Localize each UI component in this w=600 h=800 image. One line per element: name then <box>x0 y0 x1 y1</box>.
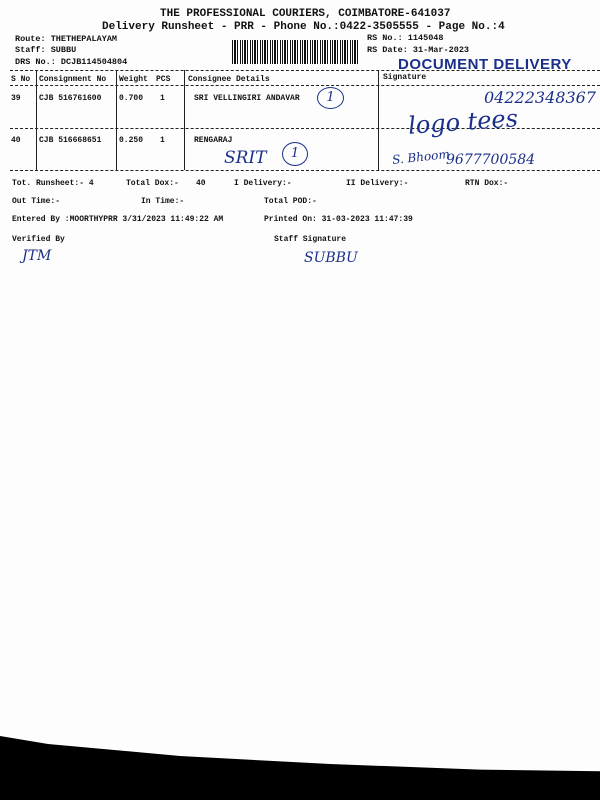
col-divider <box>378 70 379 170</box>
in-time: In Time:- <box>141 197 185 206</box>
row1-pcs: 1 <box>160 94 165 103</box>
entered-by: Entered By :MOORTHYPRR 3/31/2023 11:49:22 AM <box>12 215 224 224</box>
table-top-rule <box>10 70 600 71</box>
total-dox-value: 40 <box>196 179 206 188</box>
verified-by-label: Verified By <box>12 235 65 244</box>
col-header-weight: Weight <box>119 75 148 84</box>
runsheet-subtitle: Delivery Runsheet - PRR - Phone No.:0422-3505555 - Page No.:4 <box>102 21 505 33</box>
total-dox-label: Total Dox:- <box>126 179 179 188</box>
row1-circled-count: 1 <box>317 87 344 109</box>
col-header-consignment: Consignment No <box>39 75 107 84</box>
row2-sno: 40 <box>11 136 21 145</box>
col-divider <box>36 70 37 170</box>
company-title: THE PROFESSIONAL COURIERS, COIMBATORE-641037 <box>160 8 451 20</box>
rs-number: RS No.: 1145048 <box>367 33 444 43</box>
row2-handwritten-phone: 9677700584 <box>446 152 536 168</box>
col-header-signature: Signature <box>383 73 427 82</box>
i-delivery: I Delivery:- <box>234 179 292 188</box>
ii-delivery: II Delivery:- <box>346 179 409 188</box>
row1-sno: 39 <box>11 94 21 103</box>
document-delivery-stamp: DOCUMENT DELIVERY <box>398 56 572 73</box>
drs-number: DRS No.: DCJB114504804 <box>15 57 128 67</box>
staff-signature-handwritten: SUBBU <box>304 250 358 266</box>
row1-weight: 0.700 <box>119 94 144 103</box>
row1-consignment: CJB 516761600 <box>39 94 102 103</box>
row2-handwritten-name: SRIT <box>224 148 267 168</box>
row2-circled-count: 1 <box>282 142 308 166</box>
out-time: Out Time:- <box>12 197 61 206</box>
row1-signature: logo tees <box>407 104 519 140</box>
row2-weight: 0.250 <box>119 136 144 145</box>
table-header-rule <box>10 85 600 86</box>
verified-by-signature: JTM <box>22 248 52 264</box>
col-header-sno: S No <box>11 75 31 84</box>
row2-consignee: RENGARAJ <box>194 136 233 145</box>
col-divider <box>184 70 185 170</box>
rs-date: RS Date: 31-Mar-2023 <box>367 45 470 55</box>
table-bottom-rule <box>10 170 600 171</box>
col-divider <box>116 70 117 170</box>
row1-consignee: SRI VELLINGIRI ANDAVAR <box>194 94 300 103</box>
tot-runsheet: Tot. Runsheet:- 4 <box>12 179 94 188</box>
staff-label: Staff: SUBBU <box>15 45 77 55</box>
rtn-dox: RTN Dox:- <box>465 179 509 188</box>
route-label: Route: THETHEPALAYAM <box>15 34 118 44</box>
total-pod: Total POD:- <box>264 197 317 206</box>
scan-shadow <box>0 720 600 800</box>
row1-handwritten-phone: 04222348367 <box>484 88 596 107</box>
printed-on: Printed On: 31-03-2023 11:47:39 <box>264 215 413 224</box>
staff-signature-label: Staff Signature <box>274 235 347 244</box>
col-header-consignee: Consignee Details <box>188 75 270 84</box>
row2-pcs: 1 <box>160 136 165 145</box>
barcode <box>232 40 360 64</box>
col-header-pcs: PCS <box>156 75 171 84</box>
row2-consignment: CJB 516668651 <box>39 136 102 145</box>
row2-signature: S. Bhoom <box>391 147 451 167</box>
